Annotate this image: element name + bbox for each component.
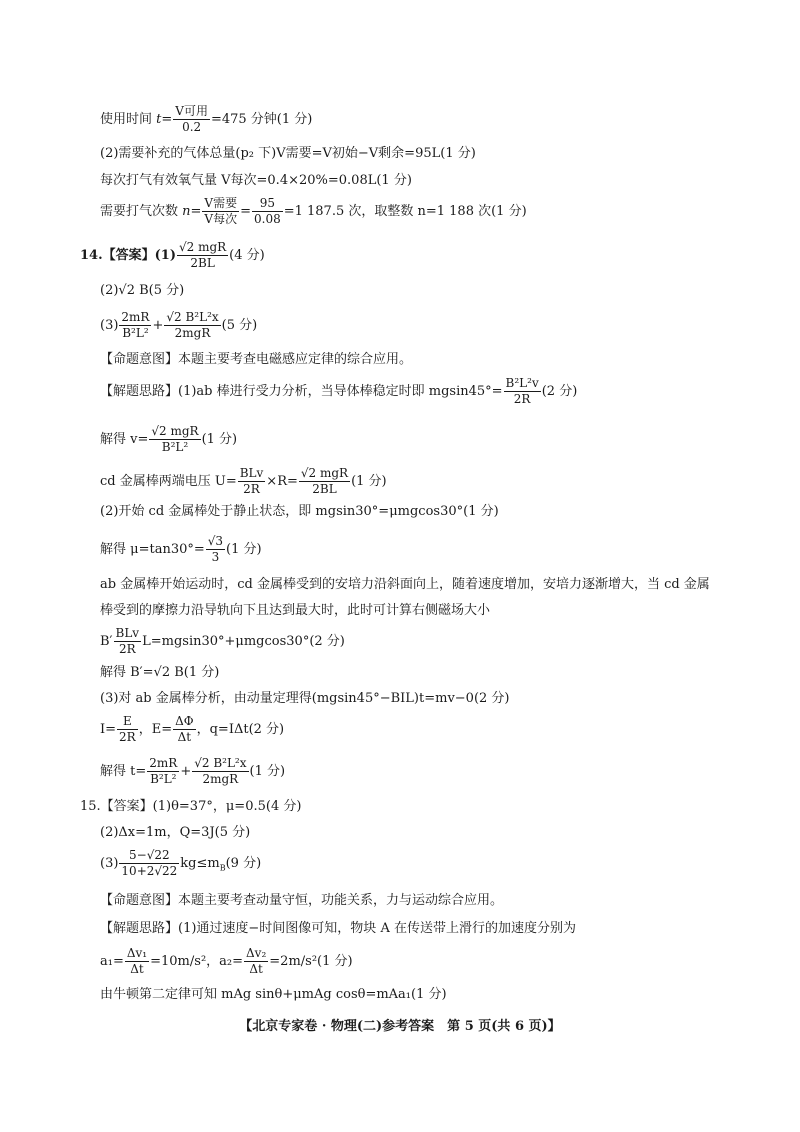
q15-accelerations: a₁= $\frac{\text{Δv₁}}{\Delta t}$ =10m/s²，a₂= $\frac{\text{Δv₂}}{\Delta t}$ =2m/s²(1 分) xyxy=(100,946,353,976)
q14-paragraph-line2: 棒受到的摩擦力沿导轨向下且达到最大时，此时可计算右侧磁场大小 xyxy=(100,603,491,618)
q15-answer-2: (2)Δx=1m，Q=3J(5 分) xyxy=(100,825,251,840)
fraction: $\frac{\text{V需要}}{\text{V每次}}$ xyxy=(204,196,238,226)
pump-count-line: 需要打气次数 n= $\frac{\text{V需要}}{\text{V每次}}$ = $\frac{95}{0.08}$ =1 187.5 次，取整数 n=1 188 次(1 分) xyxy=(100,196,527,226)
q15-answer-heading: 15.【答案】(1)θ=37°，μ=0.5(4 分) xyxy=(80,799,302,814)
q14-solution-1: 【解题思路】(1)ab 棒进行受力分析，当导体棒稳定时即 mgsin45°= $\frac{\text{B²L²v}}{2R}$ (2 分) xyxy=(100,376,578,406)
q14-answer-3: (3) $\frac{2mR}{\text{B²L²}}$ + $\frac{\text{√2 B²L²x}}{\text{2mgR}}$ (5 分) xyxy=(100,310,258,340)
q14-solve-mu: 解得 μ=tan30°= $\frac{√3}{3}$ (1 分) xyxy=(100,534,262,564)
q14-answer-2: (2)√2 B(5 分) xyxy=(100,283,185,298)
q14-answer-heading: 14.【答案】(1) $\frac{\text{√2 mgR}}{2BL}$ (4 分) xyxy=(80,240,265,270)
q14-right-field: B′ $\frac{\text{BLv}}{2R}$ L=mgsin30°+μmgcos30°(2 分) xyxy=(100,626,345,656)
q15-intent: 【命题意图】本题主要考查动量守恒，功能关系，力与运动综合应用。 xyxy=(100,893,504,908)
q14-part2-start: (2)开始 cd 金属棒处于静止状态，即 mgsin30°=μmgcos30°(1 分) xyxy=(100,504,499,519)
q14-solve-t: 解得 t= $\frac{2mR}{\text{B²L²}}$ + $\frac{\text{√2 B²L²x}}{\text{2mgR}}$ (1 分) xyxy=(100,756,286,786)
q14-paragraph-line1: ab 金属棒开始运动时，cd 金属棒受到的安培力沿斜面向上，随着速度增加，安培力逐渐增大，当 cd 金属 xyxy=(100,577,710,592)
q14-voltage: cd 金属棒两端电压 U= $\frac{\text{BLv}}{2R}$ ×R= $\frac{\text{√2 mgR}}{2BL}$ (1 分) xyxy=(100,466,387,496)
supplement-gas-line: (2)需要补充的气体总量(p₂ 下)V需要=V初始−V剩余=95L(1 分) xyxy=(100,146,476,161)
fraction: $\frac{\text{V可用}}{0.2}$ xyxy=(175,104,208,134)
fraction: $\frac{95}{0.08}$ xyxy=(254,196,281,226)
q15-solution-1: 【解题思路】(1)通过速度−时间图像可知，物块 A 在传送带上滑行的加速度分别为 xyxy=(100,921,576,936)
usage-time-line: 使用时间 t= $\frac{\text{V可用}}{0.2}$ =475 分钟(1 分) xyxy=(100,104,313,134)
q15-answer-3: (3) $\frac{5-√22}{10+2√22}$ $kg\le m_B(9$ 分) xyxy=(100,848,262,878)
q14-part3-start: (3)对 ab 金属棒分析，由动量定理得(mgsin45°−BIL)t=mv−0(2 分) xyxy=(100,691,510,706)
q14-intent: 【命题意图】本题主要考查电磁感应定律的综合应用。 xyxy=(100,352,413,367)
q14-solve-v: 解得 v= $\frac{\text{√2 mgR}}{\text{B²L²}}$ (1 分) xyxy=(100,424,238,454)
per-pump-oxygen-line: 每次打气有效氧气量 V每次=0.4×20%=0.08L(1 分) xyxy=(100,173,412,188)
q15-newton-law: 由牛顿第二定律可知 mAg sinθ+μmAg cosθ=mAa₁(1 分) xyxy=(100,987,447,1002)
q14-solve-b: 解得 B′=√2 B(1 分) xyxy=(100,665,220,680)
page-footer: 【北京专家卷 · 物理(二)参考答案 第 5 页(共 6 页)】 xyxy=(239,1019,561,1034)
q14-current: I= $\frac{E}{2R}$ ，E= $\frac{\Delta\Phi}{\Delta t}$ ，q=IΔt(2 分) xyxy=(100,714,285,744)
